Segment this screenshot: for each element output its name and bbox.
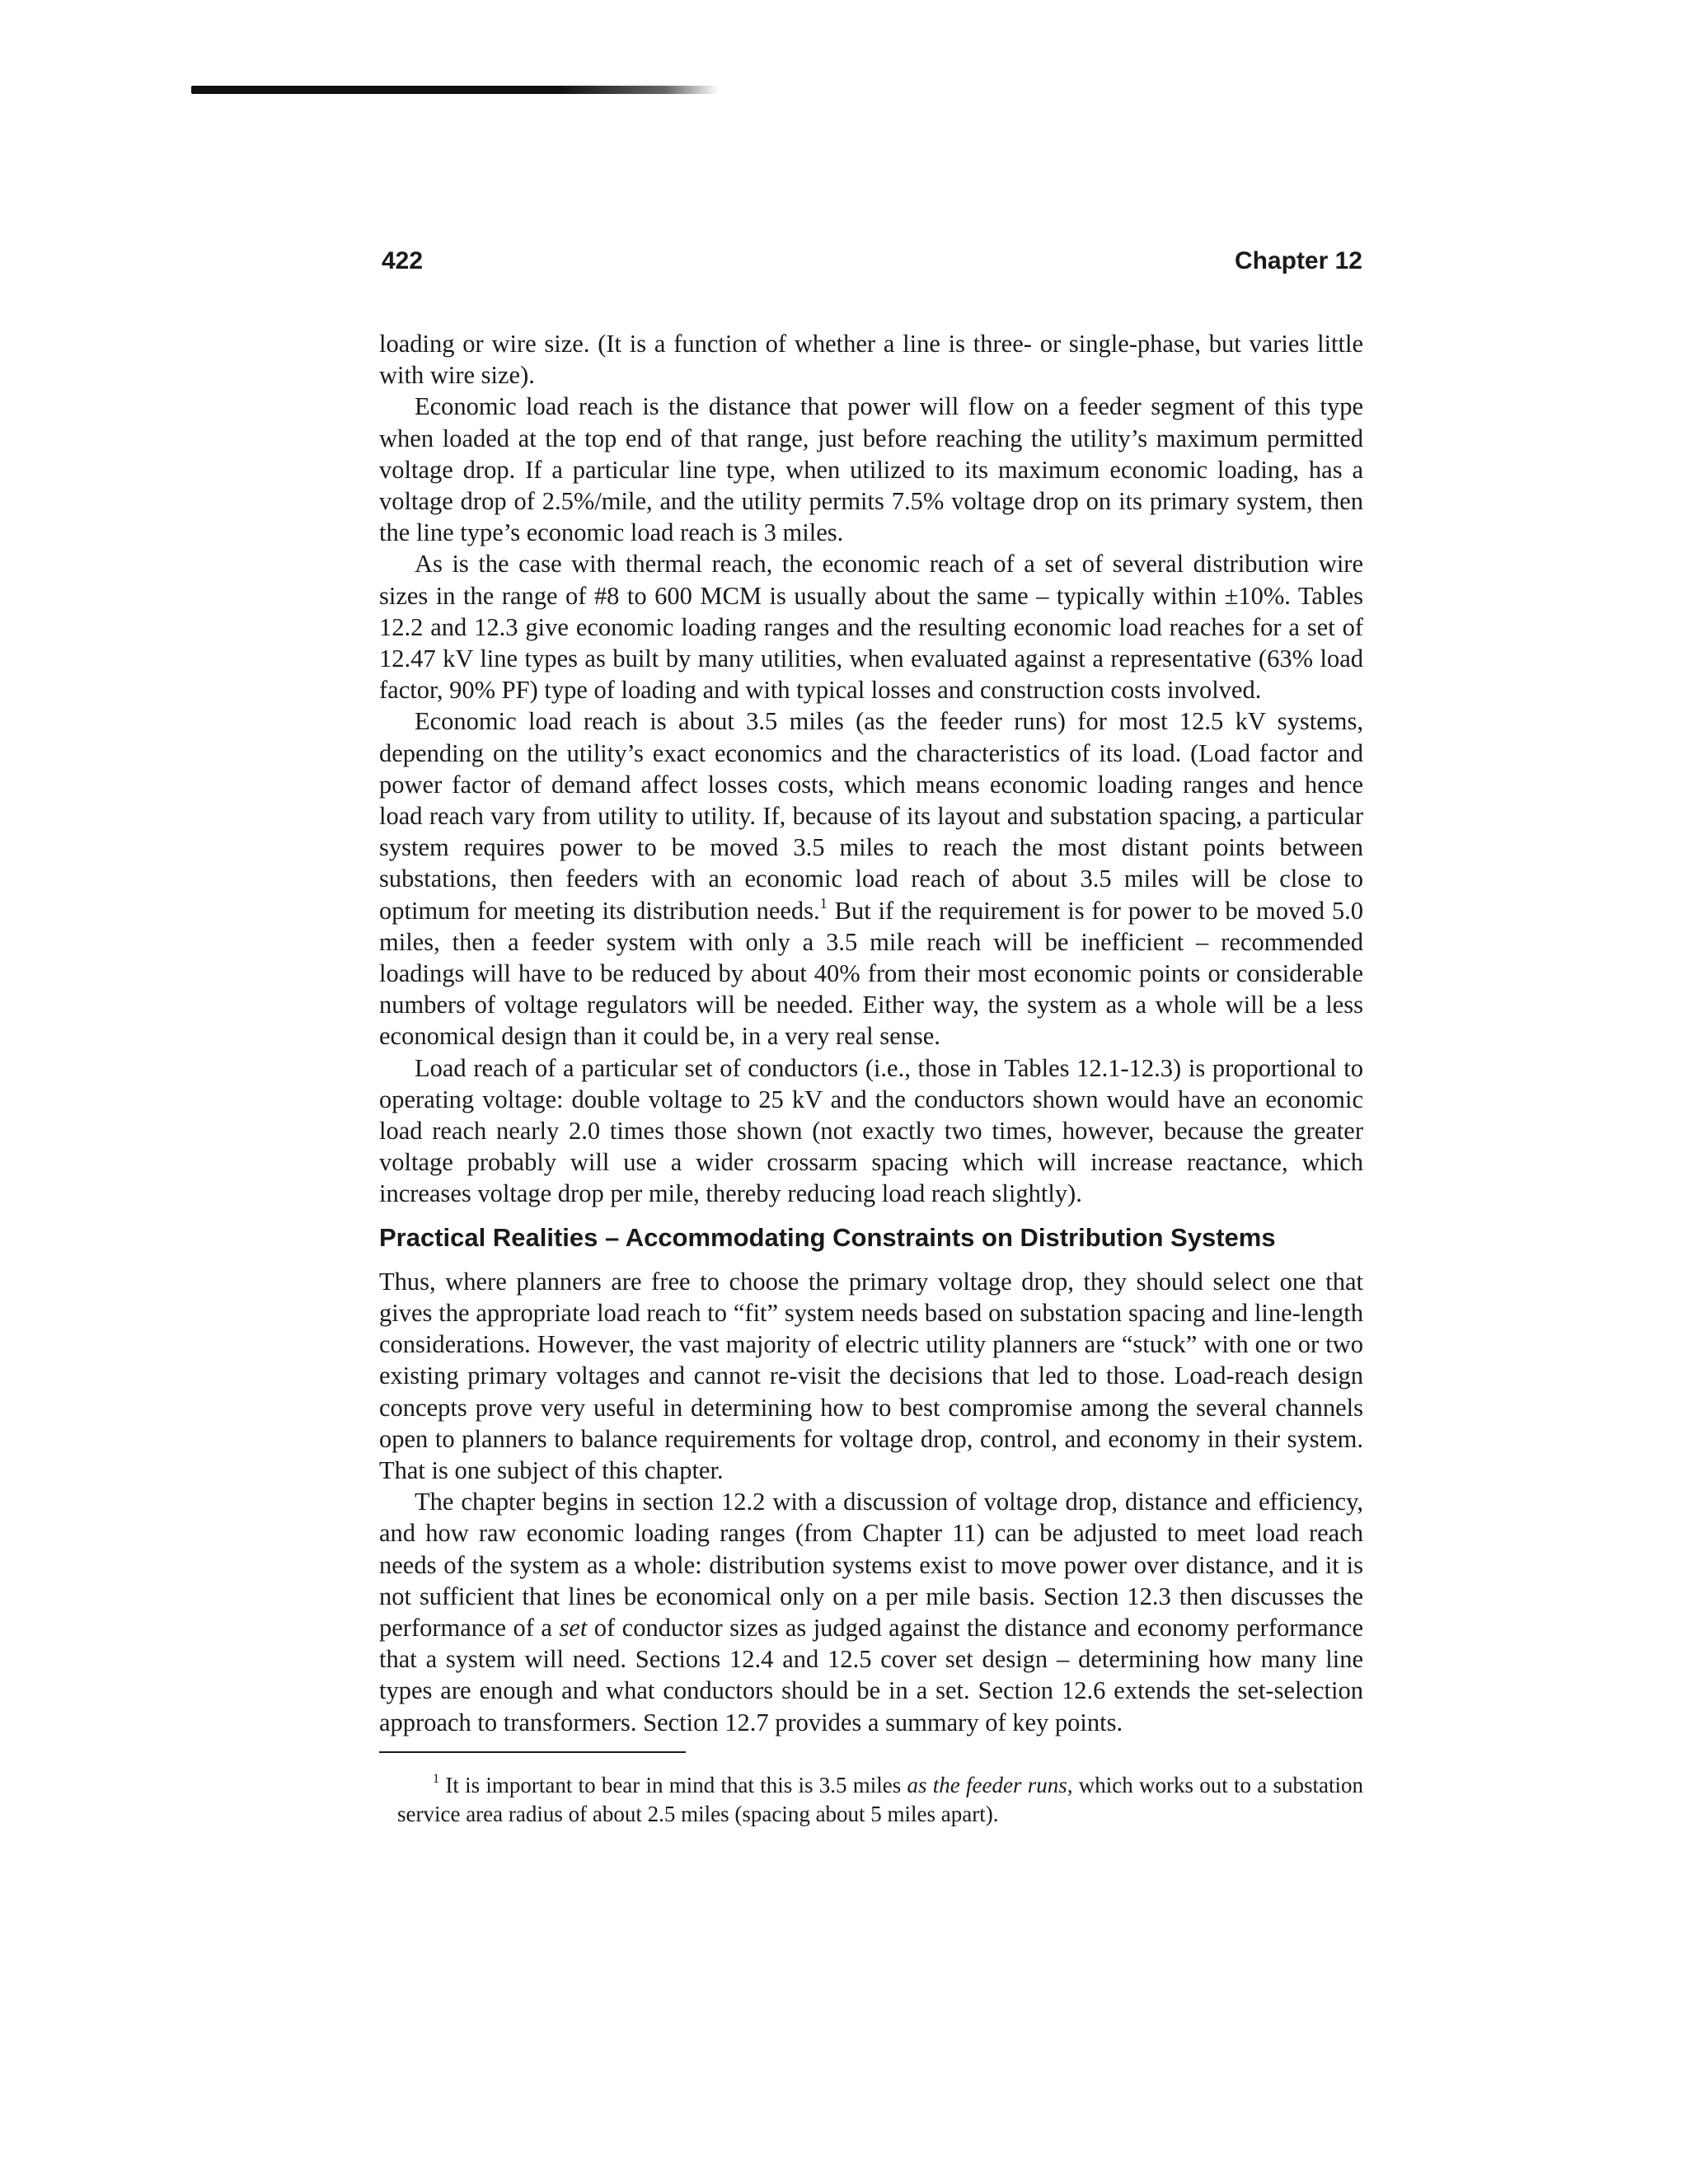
footnote-text: It is important to bear in mind that this is 3.5 miles <box>439 1772 907 1797</box>
paragraph-continued: loading or wire size. (It is a function of whether a line is three- or single-phase, but varies little with wire size). <box>379 330 1363 390</box>
paragraph-text: But if the requirement is for power to be moved 5.0 miles, then a feeder system with only a 3.5 mile reach will be inefficient – recommended loadings will have to be reduced by about 40% from their most economic points or considerable numbers of voltage regulators will be needed. Either way, the system as a whole will be a less economical design than it could be, in a very real sense. <box>379 896 1363 1051</box>
paragraph-thermal-reach: As is the case with thermal reach, the economic reach of a set of several distribution wire sizes in the range of #8 to 600 MCM is usually about the same – typically within ±10%. Tables 12.2 and 12.3 give economic loading ranges and the resulting economic load reaches for a set of 12.47 kV line types as built by many utilities, when evaluated against a representative (63% load factor, 90% PF) type of loading and with typical losses and construction costs involved. <box>379 550 1363 705</box>
running-head <box>382 247 1362 285</box>
top-scan-rule <box>191 86 719 94</box>
footnote-emphasis: as the feeder runs, <box>907 1772 1073 1797</box>
paragraph-chapter-overview <box>379 1486 1363 1738</box>
footnote-text: which works out to a substation service area radius of about 2.5 miles (spacing about 5 miles apart). <box>397 1772 1363 1826</box>
paragraph-load-reach-miles <box>379 705 1363 1052</box>
emphasis-text: set <box>559 1613 588 1642</box>
page-number: 422 <box>382 247 424 274</box>
chapter-label: Chapter 12 <box>1234 247 1362 274</box>
paragraph-text: of conductor sizes as judged against the distance and economy performance that a system will need. Sections 12.4 and 12.5 cover set design – determining how many line types are enough and what conductors should be in a set. Section 12.6 extends the set-selection approach to transformers. Section 12.7 provides a summary of key points. <box>379 1613 1363 1736</box>
page-body <box>379 328 1363 1829</box>
paragraph-planners: Thus, where planners are free to choose the primary voltage drop, they should select one that gives the appropriate load reach to “fit” system needs based on substation spacing and line-length considerations. However, the vast majority of electric utility planners are “stuck” with one or two existing primary voltages and cannot re-visit the decisions that led to those. Load-reach design concepts prove very useful in determining how to best compromise among the several channels open to planners to balance requirements for voltage drop, control, and economy in their system. That is one subject of this chapter. <box>379 1267 1363 1484</box>
paragraph-text: The chapter begins in section 12.2 with a discussion of voltage drop, distance and efficiency, and how raw economic loading ranges (from Chapter 11) can be adjusted to meet load reach needs of the system as a whole: distribution systems exist to move power over distance, and it is not sufficient that lines be economical only on a per mile basis. Section 12.3 then discusses the performance of a <box>379 1488 1363 1642</box>
paragraph-economic-load-reach: Economic load reach is the distance that power will flow on a feeder segment of this type when loaded at the top end of that range, just before reaching the utility’s maximum permitted voltage drop. If a particular line type, when utilized to its maximum economic loading, has a voltage drop of 2.5%/mile, and the utility permits 7.5% voltage drop on its primary system, then the line type’s economic load reach is 3 miles. <box>379 392 1363 547</box>
section-heading: Practical Realities – Accommodating Constraints on Distribution Systems <box>379 1222 1276 1252</box>
footnote <box>379 1771 1363 1829</box>
footnote-marker: 1 <box>433 1771 440 1787</box>
footnote-reference: 1 <box>819 894 828 912</box>
footnote-divider <box>379 1751 686 1753</box>
paragraph-text: Economic load reach is about 3.5 miles (as the feeder runs) for most 12.5 kV systems, depending on the utility’s exact economics and the characteristics of its load. (Load factor and power factor of demand affect losses costs, which means economic loading ranges and hence load reach vary from utility to utility. If, because of its layout and substation spacing, a particular system requires power to be moved 3.5 miles to reach the most distant points between substations, then feeders with an economic load reach of about 3.5 miles will be close to optimum for meeting its distribution needs. <box>379 707 1363 925</box>
paragraph-operating-voltage: Load reach of a particular set of conductors (i.e., those in Tables 12.1-12.3) is proportional to operating voltage: double voltage to 25 kV and the conductors shown would have an economic load reach nearly 2.0 times those shown (not exactly two times, however, because the greater voltage probably will use a wider crossarm spacing which will increase reactance, which increases voltage drop per mile, thereby reducing load reach slightly). <box>379 1053 1363 1208</box>
